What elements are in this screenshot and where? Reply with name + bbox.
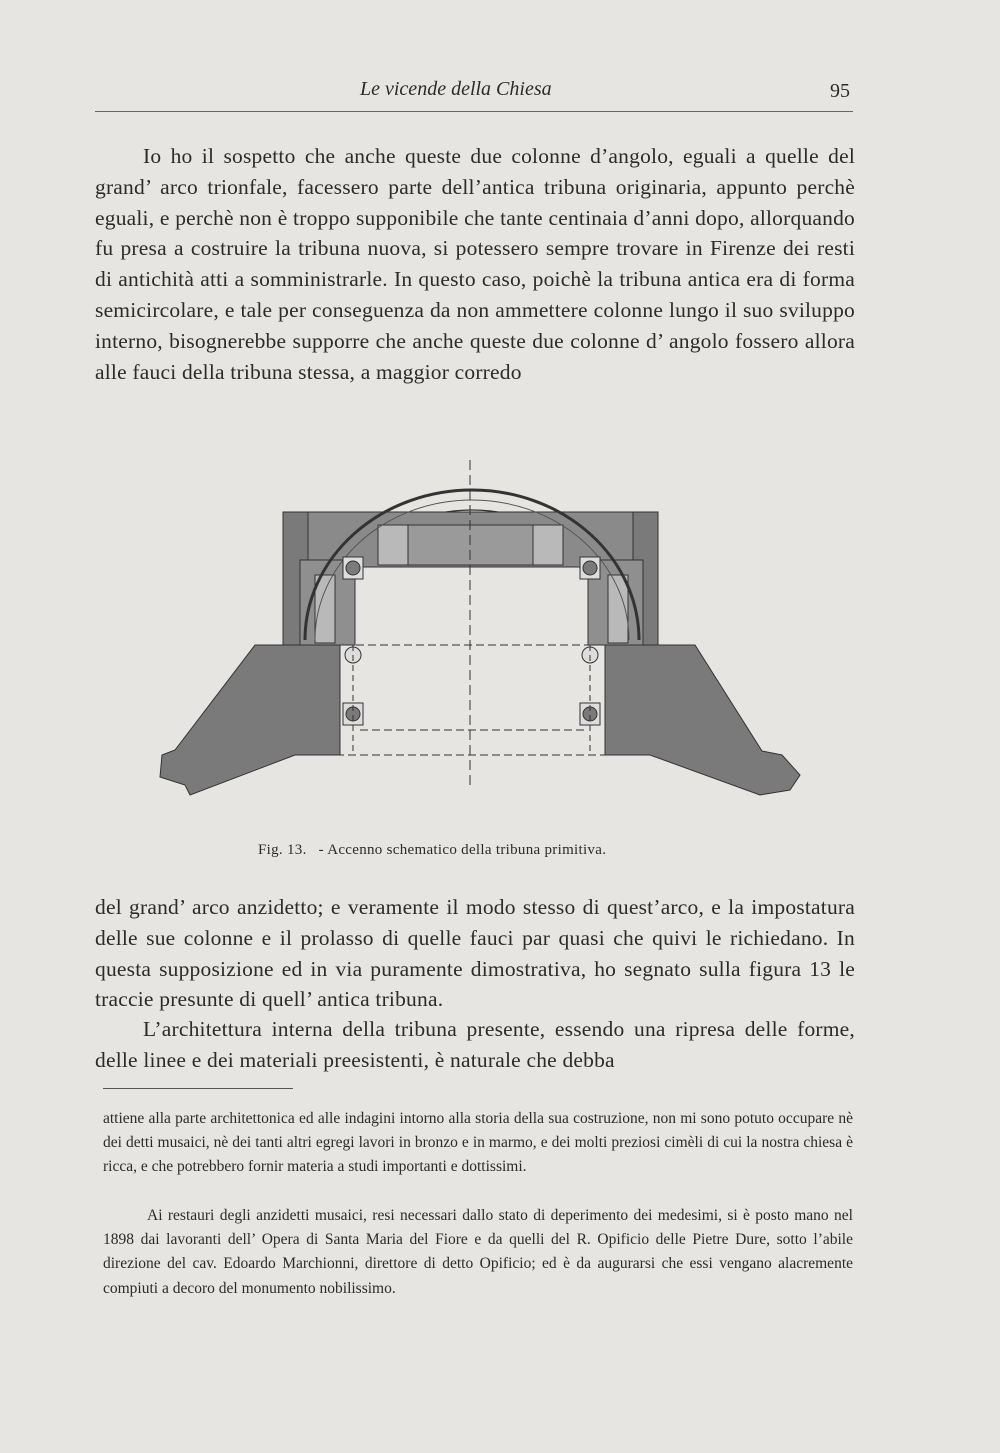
- figure-label: Fig. 13.: [258, 842, 307, 858]
- header-rule: [95, 111, 853, 112]
- footnote-2: Ai restauri degli anzidetti musaici, resi necessari dallo stato di deperimento dei medesimi, si è posto mano nel 1898 dai lavoranti dell’ Opera di Santa Maria del Fiore e da quelli del R. Opificio delle Pietre Dure, sotto l’abile direzione del cav. Edoardo Marchionni, direttore di detto Opificio; ed è da augurarsi che essi vengano alacremente compiuti a decoro del monumento nobilissimo.: [103, 1207, 853, 1297]
- figure-caption-text: - Accenno schematico della tribuna primitiva.: [318, 842, 607, 858]
- running-title: Le vicende della Chiesa: [360, 78, 552, 100]
- body-paragraph-2: del grand’ arco anzidetto; e veramente il modo stesso di quest’arco, e la impostatura delle sue colonne e il prolasso di quelle fauci par quasi che quivi le richiedano. In questa supposizione ed in via puramente dimostrativa, ho segnato sulla figura 13 le traccie presunte di quell’ antica tribuna.: [95, 895, 855, 1012]
- floor-plan-figure: [150, 455, 810, 825]
- tribune-plan-drawing: [150, 455, 810, 825]
- page-header: [95, 78, 855, 108]
- figure-caption: [258, 842, 606, 859]
- body-paragraph-1: Io ho il sospetto che anche queste due colonne d’angolo, eguali a quelle del grand’ arco trionfale, facessero parte dell’antica tribuna originaria, appunto perchè eguali, e perchè non è troppo supponibile che tante centinaia d’anni dopo, allorquando fu presa a costruire la tribuna nuova, si potessero sempre trovare in Firenze dei resti di antichità atti a somministrarle. In questo caso, poichè la tribuna antica era di forma semicircolare, e tale per conseguenza da non ammettere colonne lungo il suo sviluppo interno, bisognerebbe supporre che anche queste due colonne d’ angolo fossero allora alle fauci della tribuna stessa, a maggior corredo: [95, 144, 855, 384]
- page-number: 95: [830, 80, 850, 102]
- footnote-1: attiene alla parte architettonica ed alle indagini intorno alla storia della sua costruzione, non mi sono potuto occupare nè dei detti musaici, nè dei tanti altri egregi lavori in bronzo e in marmo, e dei molti preziosi cimèli di cui la nostra chiesa è ricca, e che potrebbero fornir materia a studi importanti e dottissimi.: [103, 1110, 853, 1176]
- body-paragraph-3: L’architettura interna della tribuna presente, essendo una ripresa delle forme, delle linee e dei materiali preesistenti, è naturale che debba: [95, 1017, 855, 1072]
- footnote-rule: [103, 1088, 293, 1089]
